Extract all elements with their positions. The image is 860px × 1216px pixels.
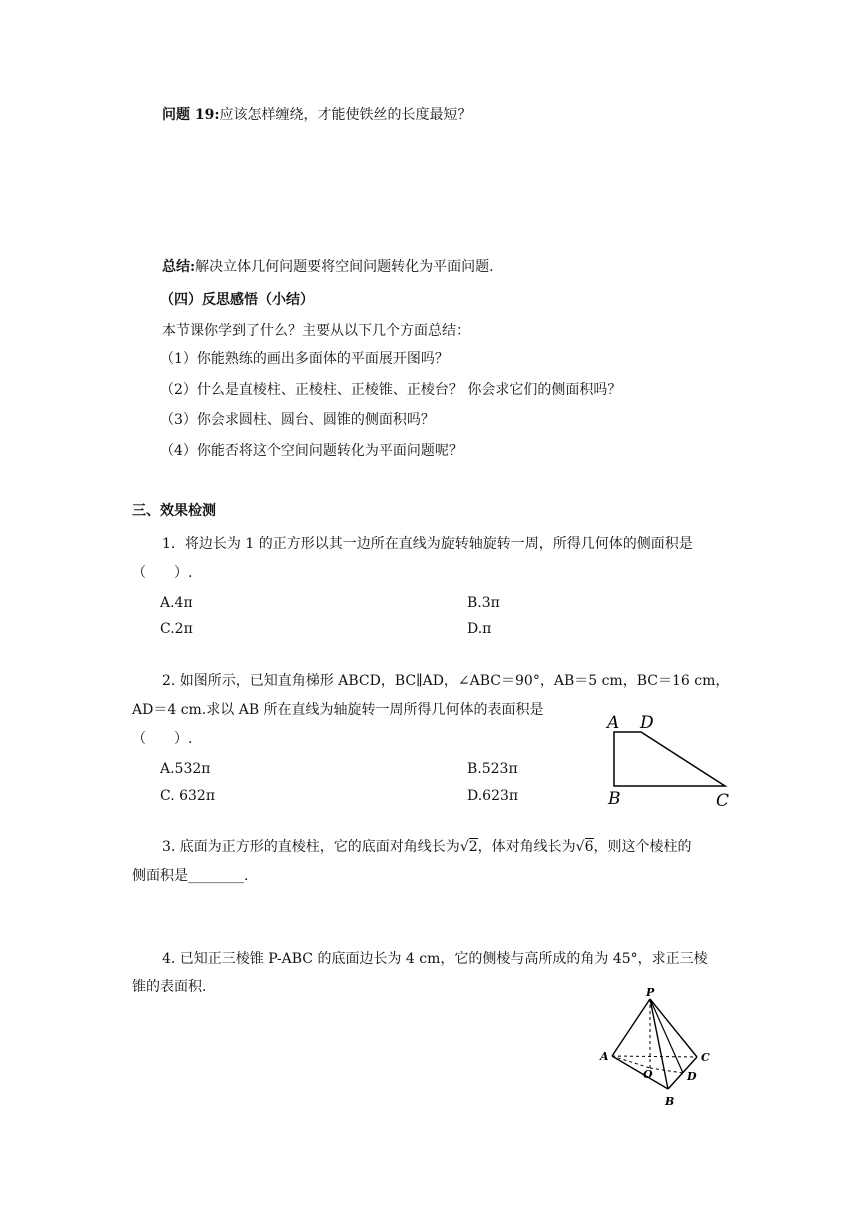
problem-2-option-a: A.532π (160, 761, 211, 777)
pyramid-label-o: O (643, 1068, 653, 1081)
reflection-intro: 本节课你学到了什么？主要从以下几个方面总结： (162, 323, 470, 339)
problem-2-line-1: 2. 如图所示，已知直角梯形 ABCD，BC∥AD，∠ABC＝90°，AB＝5 cm，BC＝16 cm， (162, 673, 730, 689)
problem-2-line-2: AD＝4 cm.求以 AB 所在直线为轴旋转一周所得几何体的表面积是 (132, 702, 544, 718)
pyramid-label-d: D (687, 1070, 697, 1083)
line-ao (612, 1056, 650, 1068)
reflection-item-2: （2）什么是直棱柱、正棱柱、正棱锥、正棱台？ 你会求它们的侧面积吗？ (160, 382, 622, 398)
problem-3-line-1 (162, 838, 692, 856)
radical-sign: √ (459, 839, 469, 855)
trapezoid-label-a: A (607, 713, 620, 733)
problem-2-option-d: D.623π (467, 788, 519, 804)
problem-4-line-1: 4. 已知正三棱锥 P-ABC 的底面边长为 4 cm，它的侧棱与高所成的角为 45°，求正三棱 (162, 951, 708, 967)
sqrt-2 (460, 838, 478, 856)
pyramid-label-p: P (646, 986, 655, 999)
edge-pa (612, 999, 650, 1056)
edge-pb (650, 999, 668, 1089)
trapezoid-label-d: D (640, 713, 654, 733)
summary (162, 258, 494, 276)
section-3-heading: 三、效果检测 (132, 503, 216, 519)
question-19 (162, 106, 472, 124)
reflection-item-4: （4）你能否将这个空间问题转化为平面问题呢？ (160, 443, 463, 459)
problem-1-line-1: 1．将边长为 1 的正方形以其一边所在直线为旋转轴旋转一周，所得几何体的侧面积是 (162, 536, 693, 552)
pyramid-label-b: B (665, 1095, 675, 1108)
reflection-item-1: （1）你能熟练的画出多面体的平面展开图吗？ (160, 351, 449, 367)
radical-sign: √ (575, 839, 585, 855)
radicand-2: 2 (468, 839, 478, 855)
trapezoid-label-b: B (608, 789, 621, 809)
problem-2-option-c: C. 632π (160, 788, 216, 804)
summary-text: 解决立体几何问题要将空间问题转化为平面问题. (195, 259, 494, 275)
trapezoid-figure (600, 706, 740, 810)
problem-2-option-b: B.523π (467, 761, 518, 777)
line-od (650, 1068, 683, 1073)
trapezoid-shape (614, 732, 725, 786)
problem-1-option-d: D.π (467, 621, 492, 637)
problem-3-text-3: ，则这个棱柱的 (593, 839, 692, 855)
line-pd (650, 999, 683, 1073)
pyramid-label-c: C (701, 1051, 710, 1064)
trapezoid-label-c: C (716, 791, 730, 810)
problem-3-text-2: ，体对角线长为 (477, 839, 576, 855)
problem-1-option-a: A.4π (160, 595, 193, 611)
edge-ab (612, 1056, 668, 1089)
problem-1-option-c: C.2π (160, 621, 193, 637)
question-19-label: 问题 19: (162, 107, 220, 123)
problem-3-text-1: 3. 底面为正方形的直棱柱，它的底面对角线长为 (162, 839, 460, 855)
radicand-6: 6 (584, 839, 594, 855)
sqrt-6 (576, 838, 594, 856)
problem-4-line-2: 锥的表面积. (132, 979, 207, 995)
problem-2-line-3: （ ）. (132, 731, 193, 747)
reflection-item-3: （3）你会求圆柱、圆台、圆锥的侧面积吗？ (160, 412, 435, 428)
reflection-heading: （四）反思感悟（小结） (160, 292, 314, 308)
question-19-text: 应该怎样缠绕，才能使铁丝的长度最短？ (219, 107, 472, 123)
summary-label: 总结: (162, 259, 196, 275)
problem-1-option-b: B.3π (467, 595, 500, 611)
problem-1-line-2: （ ）. (132, 565, 193, 581)
pyramid-figure (590, 984, 725, 1116)
pyramid-label-a: A (600, 1050, 609, 1063)
problem-3-line-2: 侧面积是________. (132, 868, 249, 884)
edge-ac-hidden (612, 1056, 697, 1057)
edge-pc (650, 999, 697, 1057)
